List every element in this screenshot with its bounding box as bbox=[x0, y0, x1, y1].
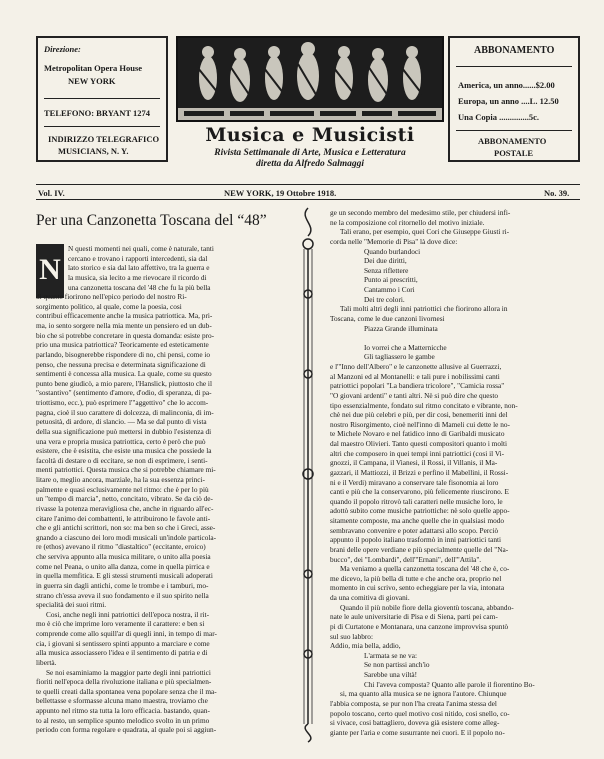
article-line: una canzonetta toscana del '48 che fu la più bella bbox=[68, 282, 211, 292]
article-line: momento in cui scrivo, sento echeggiare per la via, intonata bbox=[330, 583, 505, 593]
article-line: menti patriottici. Questa musica che si potrebbe chiamare mi- bbox=[36, 465, 216, 475]
article-line: rivasse la potenza meravigliosa che, anche in riguardo all'ec- bbox=[36, 503, 214, 513]
article-line: Chi l'aveva composta? Quanto alle parole il fiorentino Bo- bbox=[364, 679, 535, 689]
article-line: Io vorrei che a Matternicche bbox=[364, 342, 447, 352]
article-line: Tali molti altri degli inni patriottici che fiorirono allora in bbox=[340, 304, 508, 314]
article-column-1 bbox=[36, 244, 288, 735]
issue-number: No. 39. bbox=[544, 188, 570, 198]
article-line: Gli tagliassero le gambe bbox=[364, 352, 435, 362]
article-line: che e gli antichi scrittori, non so: ma ben so che i Greci, asse- bbox=[36, 523, 216, 533]
price-copy: Una Copia ..............5c. bbox=[458, 112, 539, 122]
article-line: da una comitiva di giovani. bbox=[330, 593, 410, 602]
article-line: un "tempo di marcia", netto, concitato, vibrato. Se da ciò de- bbox=[36, 494, 213, 504]
article-line: nostro Risorgimento, cioè nell'inno di Mameli cui dette le no- bbox=[330, 419, 510, 429]
article-line: altri che composero in quei tempi inni patriottici (cosi il Vi- bbox=[330, 448, 505, 458]
article-line: si vivace, cosi battagliero, doveva già esistere come alleg- bbox=[330, 718, 500, 728]
article-line: una vera e propria musica patriottica, certo è però che può bbox=[36, 436, 206, 446]
article-line: della sua significazione può mettersi in dubbio l'esistenza di bbox=[36, 426, 212, 436]
article-line: Sarebbe una viltà! bbox=[364, 670, 418, 679]
article-line: Ma veniamo a quella canzonetta toscana del '48 che è, co- bbox=[340, 564, 510, 574]
article-line: canti e più che la conservarono, più felicemente riuscirono. E bbox=[330, 487, 509, 497]
article-line: L'armata se ne va: bbox=[364, 650, 417, 660]
article-line: parlando, bisognerebbe rispondere di no, chi pensi, come io bbox=[36, 349, 211, 359]
article-line: litare o, meglio ancora, marziale, ha la sua essenza princi- bbox=[36, 475, 205, 484]
article-line: gnozzi, il Campana, il Vianesi, il Rossi, il Villanis, il Ma- bbox=[330, 458, 498, 468]
ornamental-column-divider bbox=[294, 204, 322, 744]
article-line: dal maestro Olivieri. Tanto questi compositori quanto i molti bbox=[330, 439, 508, 448]
left-info-box bbox=[36, 36, 168, 162]
article-column-2 bbox=[330, 208, 580, 737]
article-headline: Per una Canzonetta Toscana del “48” bbox=[36, 212, 267, 229]
article-line: petuosità, di ardore, di slancio. — Ma se dal punto di vista bbox=[36, 417, 207, 427]
article-line: la musica, sia lecito a me rievocare il ricordo di bbox=[68, 272, 207, 282]
article-line: Toscana, come le due canzoni livornesi bbox=[330, 313, 445, 323]
article-line: corda nelle "Memorie di Pisa" là dove dice: bbox=[330, 236, 458, 246]
article-line: penso, che nessuna precisa e determinata significazione di bbox=[36, 359, 206, 369]
article-line: triottismo, ecc.), può esprimere l'"aggettivo" che lo accom- bbox=[36, 398, 209, 407]
article-line: sembravano convenire e poter adattarsi allo scopo. Perciò bbox=[330, 525, 499, 535]
article-line: in guerra sin dagli antichi, come le trombe e i tamburi, mo- bbox=[36, 580, 209, 590]
article-line: cia, i giovani si sentissero spinti appunto a marciare e come bbox=[36, 638, 210, 648]
article-line: to al resto, un semplice spunto melodico svolto in un primo bbox=[36, 715, 210, 725]
article-line: me dicevo, la più bella di tutte e che anche ora, proprio nel bbox=[330, 573, 502, 583]
article-line: quando il popolo ritrovò tali caratteri nelle musiche loro, le bbox=[330, 496, 503, 506]
article-line: pi di Curtatone e Montanara, una canzone improvvisa spuntò bbox=[330, 621, 509, 631]
telegraph-address-label: INDIRIZZO TELEGRAFICO bbox=[48, 134, 160, 144]
article-line: Addio, mia bella, addio, bbox=[330, 641, 401, 651]
article-line: sentimenti è concessa alla musica. La quale, come su questo bbox=[36, 369, 212, 379]
article-line: periodo con forma regolare e quadrata, al quale poi si aggiun- bbox=[36, 725, 217, 735]
article-line: Dei due diritti, bbox=[364, 256, 407, 266]
article-line: ne la composizione col ritornello del motivo iniziale. bbox=[330, 217, 485, 227]
article-line: Cantammo i Cori bbox=[364, 285, 415, 294]
article-line: Dei tre colori. bbox=[364, 294, 405, 304]
article-line: l'abbia composta, se pur non l'ha creata l'anima stessa del bbox=[330, 698, 497, 708]
article-line: ma, io sento sorgere nella mia mente un pensiero ed un dub- bbox=[36, 321, 212, 330]
article-line: nate le aule universitarie di Pisa e di Siena, parti pei cam- bbox=[330, 612, 498, 622]
article-line: giante per l'aria e come susurrante nei cuori. E il popolo no- bbox=[330, 727, 505, 737]
article-line: ni e il Verdi) miravano a conservare tale fisonomia ai loro bbox=[330, 477, 499, 487]
article-line: pagna, cioè il suo carattere di dolcezza, di malinconia, di im- bbox=[36, 407, 214, 417]
direction-label: Direzione: bbox=[44, 44, 81, 54]
article-line: re (ethos) avevano il ritmo "diastaltico" (eccitante, eroico) bbox=[36, 542, 206, 552]
article-line: come nel Peana, o unito alla danza, come in quella pirrica e bbox=[36, 561, 210, 571]
article-line: palmente e quasi esclusivamente nel ritmo: che è per lo più bbox=[36, 484, 209, 494]
article-line: contribui efficacemente anche la musica patriottica. Ma, pri- bbox=[36, 311, 213, 321]
masthead-illustration bbox=[176, 36, 444, 122]
article-line: al Manzoni ed al Montanelli: e tali pure i nobilissimi canti bbox=[330, 371, 500, 381]
article-line: brani delle opere verdiane e più specialmente quelle del "Na- bbox=[330, 544, 509, 554]
newspaper-subtitle: Rivista Settimanale di Arte, Musica e Letteratura diretta da Alfredo Salmaggi bbox=[214, 148, 406, 169]
article-line: citare l'animo dei combattenti, le attribuirono le favole anti- bbox=[36, 513, 211, 523]
article-line: gnando a ciascuno dei loro modi musicali un'indole particola- bbox=[36, 532, 217, 542]
article-line: ge un secondo membro del medesimo stile, per chiudersi infi- bbox=[330, 208, 511, 217]
article-line: che serviva appunto alla musica militare, o unito alla poesia bbox=[36, 552, 211, 561]
issue-date: NEW YORK, 19 Ottobre 1918. bbox=[224, 188, 337, 198]
article-line: popolo toscano, certo quel motivo cosi nitido, cosi snello, co- bbox=[330, 708, 510, 718]
article-line: Senza riflettere bbox=[364, 265, 409, 275]
article-line: prio una musica patriottica? Teoricamente ed esteticamente bbox=[36, 340, 209, 350]
article-line: bio che si potrebbe concretare in questa domanda: esiste pro- bbox=[36, 330, 215, 340]
direction-line1: Metropolitan Opera House bbox=[44, 63, 143, 73]
article-line: in quella memfitica. E gli stessi strumenti musicali adoperati bbox=[36, 571, 213, 581]
article-line: adottò subito come musiche patriottiche: nè solo quelle appo- bbox=[330, 506, 510, 516]
telegraph-address: MUSICIANS, N. Y. bbox=[58, 146, 129, 156]
price-europa: Europa, un anno ....L. 12.50 bbox=[458, 96, 559, 106]
article-line: punto bene giudicò, a mio parere, l'Hanslick, piuttosto che il bbox=[36, 378, 212, 388]
drop-cap: N bbox=[36, 244, 64, 298]
article-line: "O giovani ardenti" e tanti altri. Nè si può dire che questo bbox=[330, 390, 499, 400]
article-line: Punto ai prescritti, bbox=[364, 275, 418, 285]
article-line: fioriti nell'epoca della rivoluzione italiana e più specialmen- bbox=[36, 677, 212, 687]
article-line: Se noi esaminiamo la maggior parte degli inni patriottici bbox=[46, 667, 211, 677]
article-line: te Michele Novaro e nel fatidico inno di Garibaldi musicato bbox=[330, 429, 505, 439]
article-line: Quando il più nobile fiore della gioventù toscana, abbando- bbox=[340, 602, 514, 612]
article-line: Se non partissi anch'io bbox=[364, 660, 430, 670]
article-line: si, ma quanto alla musica se ne ignora l'autore. Chiunque bbox=[340, 689, 507, 699]
article-line: gazzari, il Mattiozzi, il Brizzi e perfino il Mabellini, il Rossi- bbox=[330, 467, 509, 477]
article-line: specialità dei suoi ritmi. bbox=[36, 600, 107, 610]
article-line: Quando burlandoci bbox=[364, 246, 421, 256]
newspaper-title: Musica e Musicisti bbox=[205, 124, 415, 146]
article-line: comprende come allo squill'ar di quegli inni, in tempo di mar- bbox=[36, 629, 217, 638]
article-line: di quante fiorirono nell'epico periodo del nostro Ri- bbox=[36, 292, 187, 302]
article-line: chè nei due più celebri e più, per dir cosi, benemeriti inni del bbox=[330, 410, 508, 420]
article-line: bellettasse e sformasse alcuna mano maestra, troviamo che bbox=[36, 696, 208, 706]
article-line: Piazza Grande illuminata bbox=[364, 323, 438, 333]
article-line: te quelli creati dalla spontanea vena popolare senza che il ma- bbox=[36, 686, 217, 696]
article-line: sorgimento politico, al quale, come la poesia, cosi bbox=[36, 301, 182, 311]
volume: Vol. IV. bbox=[38, 188, 65, 198]
postal-subscription-1: ABBONAMENTO bbox=[478, 136, 547, 146]
article-line: sul suo labbro: bbox=[330, 631, 373, 641]
article-line: bucco", dei "Lombardi", dell'"Ernani", dell'"Attila". bbox=[330, 554, 482, 564]
article-line: mo è ciò che imprime loro veramente il carattere: e ben si bbox=[36, 619, 205, 629]
article-line bbox=[330, 333, 580, 343]
article-line: "sostantivo" (sentimento d'amore, d'odio, di speranza, di pa- bbox=[36, 388, 212, 398]
postal-subscription-2: POSTALE bbox=[494, 148, 534, 158]
subscription-title: ABBONAMENTO bbox=[474, 45, 555, 56]
article-line: strano ch'essa aveva il suo fondamento e il suo spirito nella bbox=[36, 590, 209, 600]
article-line: appunto nel ritmo sta tutta la loro efficacia. bastando, quan- bbox=[36, 706, 210, 715]
article-line: Tali erano, per esempio, quei Cori che Giuseppe Giusti ri- bbox=[340, 227, 510, 237]
article-line: tipo essenzialmente, fondato sul ritmo concitato e vibrante, non- bbox=[330, 400, 518, 410]
article-line: Cosi, anche negli inni patriottici dell'epoca nostra, il rit- bbox=[46, 609, 210, 619]
article-line: appunto il popolo italiano trasformò in inni patriottici tanti bbox=[330, 535, 502, 545]
article-line: lato storico e sia dal lato affettivo, tra la guerra e bbox=[68, 263, 210, 273]
telephone: TELEFONO: BRYANT 1274 bbox=[44, 108, 150, 118]
article-line: e l'"Inno dell'Albero" e le canzonette allusive al Guerrazzi, bbox=[330, 362, 502, 371]
article-line: N questi momenti nei quali, come è naturale, tanti bbox=[68, 244, 214, 253]
article-line: esistere, che è esistita, che esiste una musica che possiede la bbox=[36, 446, 212, 456]
article-line: cercano e trovano i rapporti intercedenti, sia dal bbox=[68, 253, 208, 263]
direction-line2: NEW YORK bbox=[68, 76, 116, 86]
article-line: patriottici popolari "La bandiera tricolore", "Camicia rossa" bbox=[330, 381, 505, 391]
right-subscription-box bbox=[448, 36, 580, 162]
article-line: facoltà di destare o di eccitare, se non di esprimere, i senti- bbox=[36, 455, 208, 465]
price-america: America, un anno......$2.00 bbox=[458, 80, 555, 90]
article-line: libertà. bbox=[36, 657, 57, 667]
article-line: sitamente composte, ma anche quelle che in qualsiasi modo bbox=[330, 516, 505, 525]
article-line: alla musica associassero l'idea e il sentimento di patria e di bbox=[36, 648, 208, 658]
